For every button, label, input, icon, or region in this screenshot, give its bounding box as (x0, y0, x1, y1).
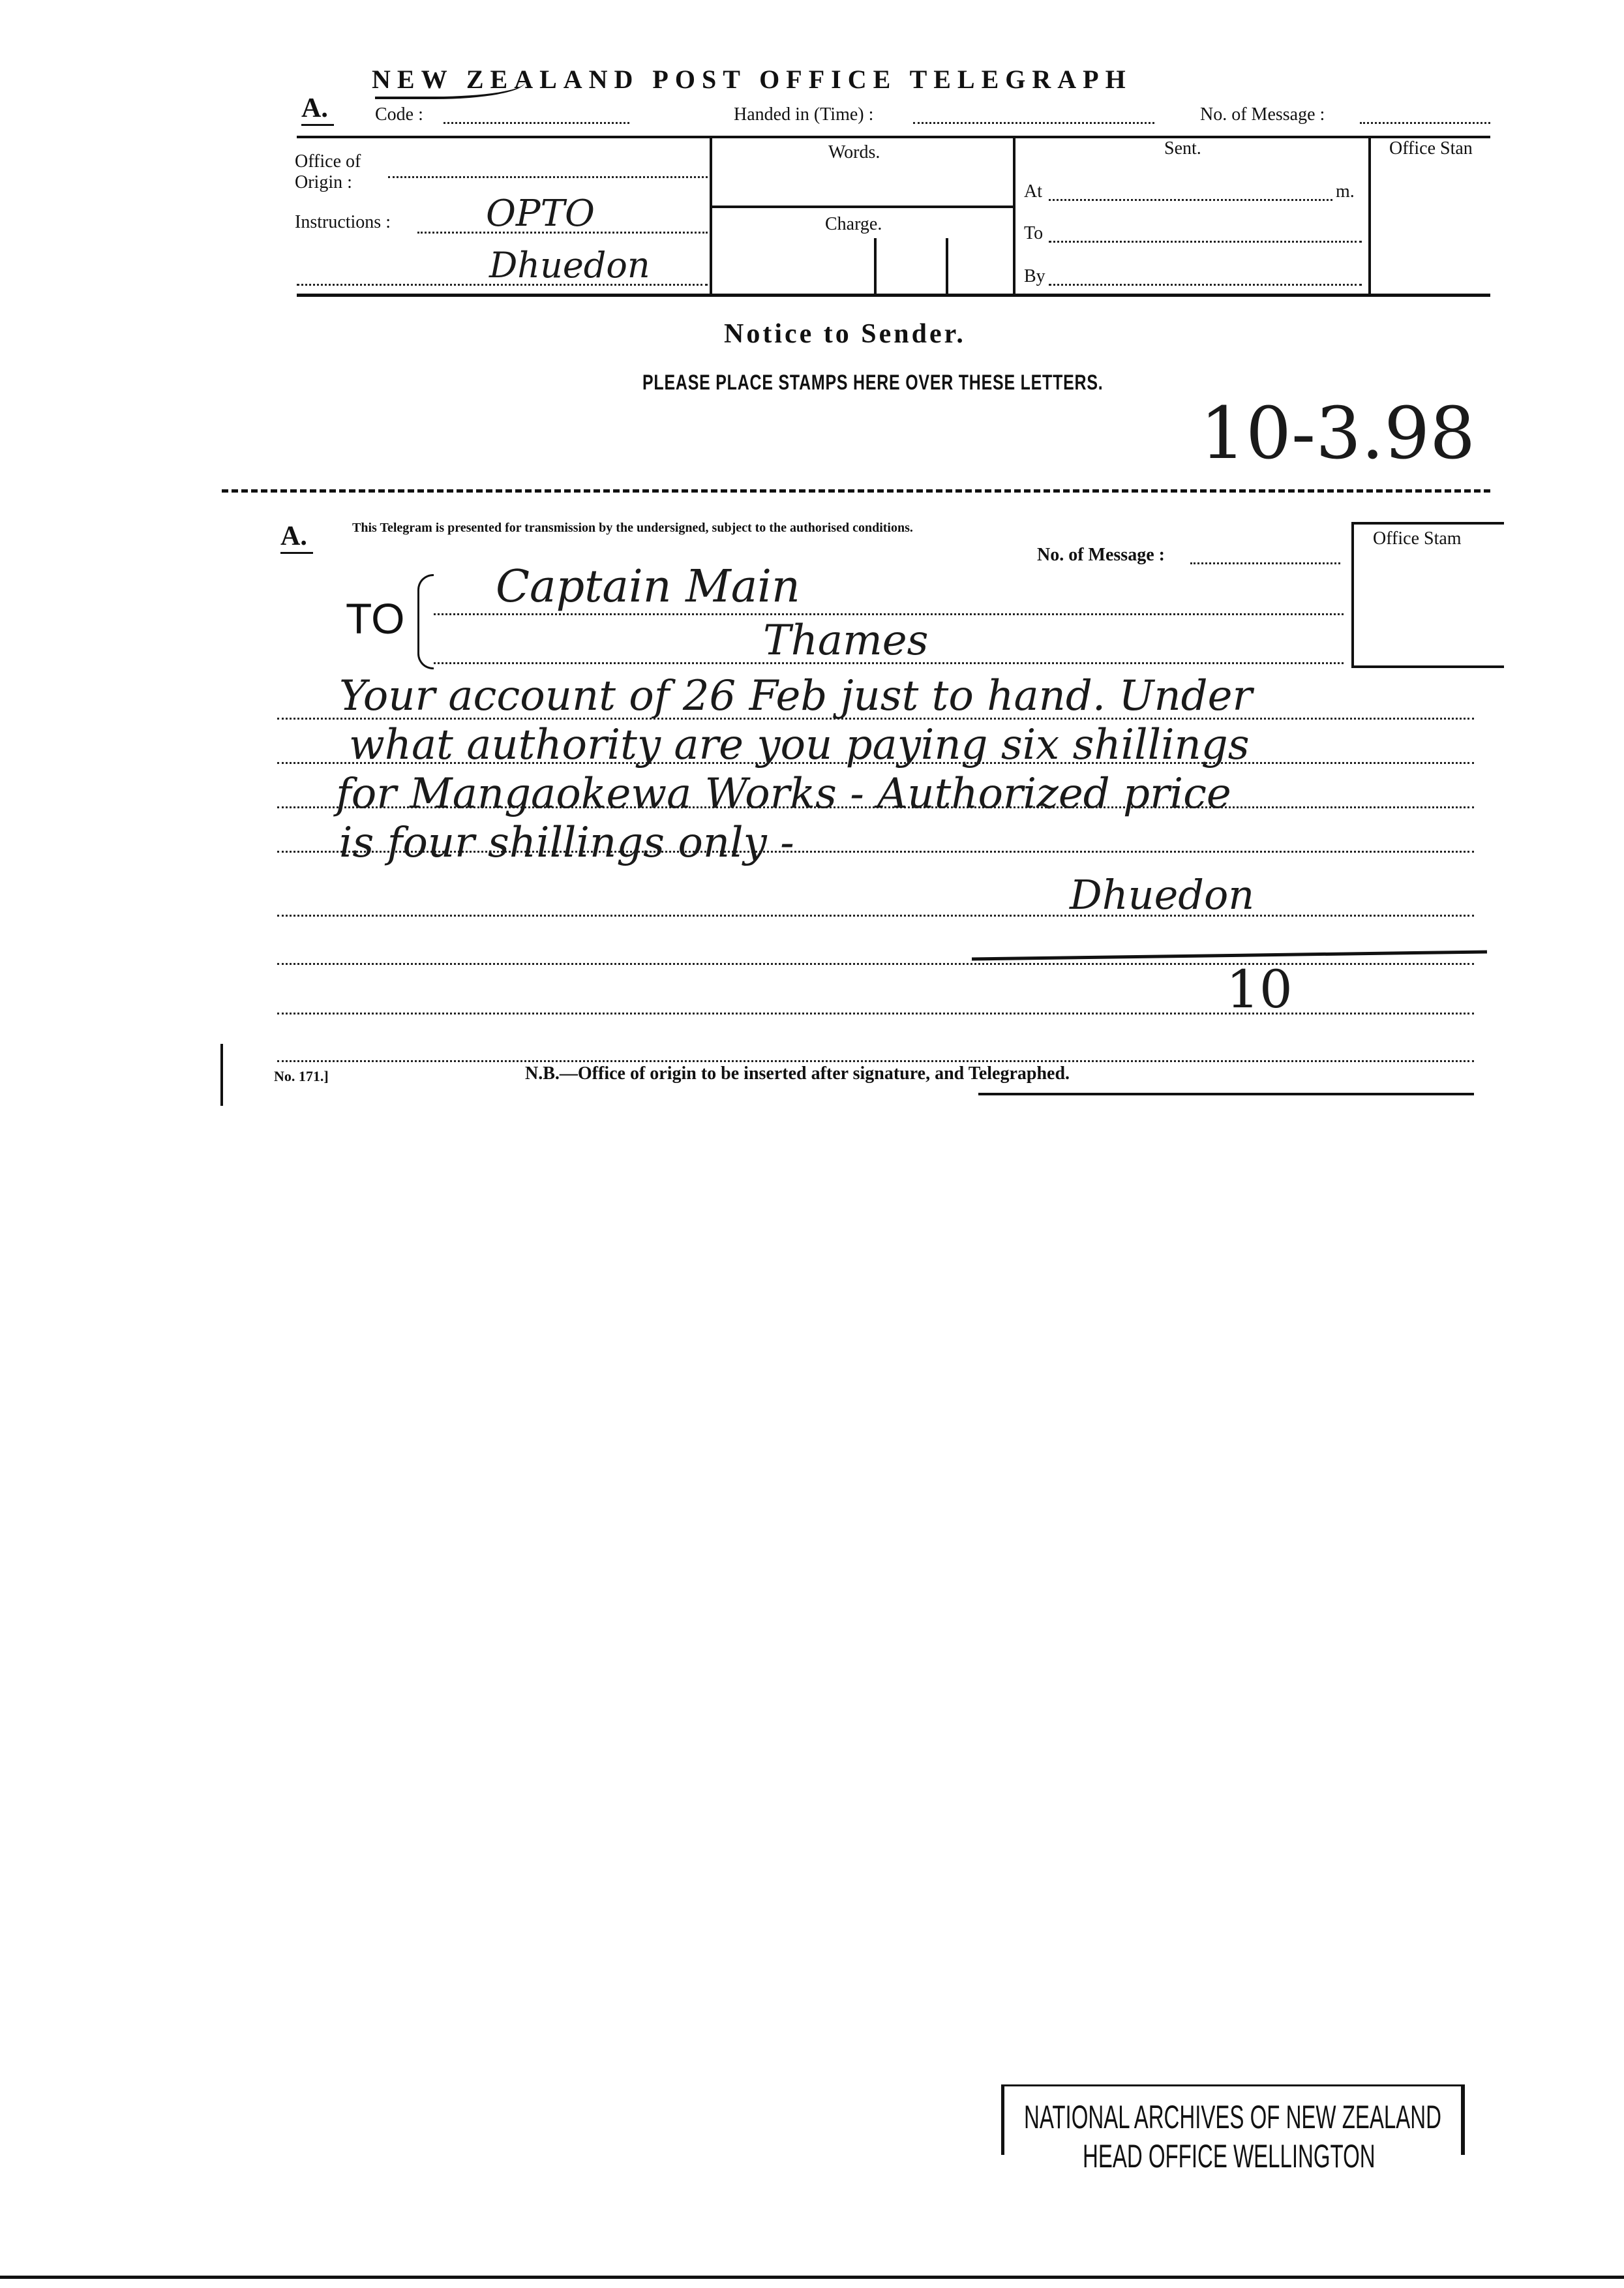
archive-stamp-line-2: HEAD OFFICE WELLINGTON (1083, 2138, 1376, 2174)
office-origin-field (388, 176, 708, 178)
footer-rule (978, 1093, 1474, 1095)
charge-col-2 (946, 238, 948, 295)
no-message-label-top: No. of Message : (1200, 104, 1325, 125)
no-message-label-lower: No. of Message : (1037, 545, 1165, 565)
at-label: At (1024, 181, 1042, 202)
top-form-top-border (297, 136, 1490, 138)
banner-swoosh (375, 70, 525, 99)
office-stamp-label-lower: Office Stam (1373, 528, 1462, 549)
section-mark-top: A. (301, 93, 328, 123)
at-field (1049, 199, 1332, 201)
message-line-4: is four shillings only - (339, 819, 794, 867)
instructions-label: Instructions : (295, 212, 391, 232)
message-rule-7 (277, 1013, 1474, 1014)
top-form-divider-3 (1368, 137, 1371, 295)
sent-label: Sent. (1164, 138, 1201, 159)
charge-label: Charge. (825, 214, 882, 234)
by-label: By (1024, 266, 1045, 286)
by-field (1049, 284, 1362, 286)
stamps-instruction: PLEASE PLACE STAMPS HERE OVER THESE LETTERS. (642, 371, 1104, 394)
to-label-lower: TO (346, 594, 405, 643)
office-stamp-label-top: Office Stan (1389, 138, 1473, 159)
charge-col-1 (874, 238, 877, 295)
top-form-divider-2 (1013, 137, 1015, 295)
words-charge-divider (711, 206, 1014, 208)
section-mark-lower-underline (280, 552, 313, 554)
top-form-divider-1 (710, 137, 712, 295)
signature-top: Dhuedon (489, 245, 650, 286)
instructions-value: OPTO (486, 192, 595, 235)
handed-in-field (913, 122, 1154, 124)
message-line-1: Your account of 26 Feb just to hand. Under (339, 672, 1253, 720)
word-count: 10 (1226, 959, 1293, 1020)
recipient-place: Thames (763, 617, 929, 665)
message-line-2: what authority are you paying six shillings (349, 721, 1250, 769)
left-margin-mark (220, 1044, 223, 1106)
to-bracket (417, 574, 434, 669)
no-message-field-lower (1190, 562, 1340, 564)
footnote: N.B.—Office of origin to be inserted after signature, and Telegraphed. (525, 1063, 1070, 1084)
bottom-edge-line (0, 2276, 1624, 2279)
code-label: Code : (375, 104, 423, 125)
code-field (444, 122, 629, 124)
no-message-field-top (1360, 122, 1490, 124)
top-form-bottom-border (297, 294, 1490, 297)
archive-stamp (1001, 2084, 1465, 2174)
perforation-line (222, 489, 1490, 493)
message-rule-5 (277, 915, 1474, 917)
recipient-name-line (434, 613, 1344, 615)
message-rule-6 (277, 963, 1474, 965)
office-origin-label: Office of Origin : (295, 151, 361, 192)
section-mark-lower: A. (280, 521, 307, 551)
handwritten-date: 10-3.98 (1200, 391, 1476, 475)
to-field-top (1049, 241, 1362, 243)
banner-title: NEW ZEALAND POST OFFICE TELEGRAPH (372, 65, 1132, 94)
recipient-name: Captain Main (496, 561, 800, 613)
handed-in-label: Handed in (Time) : (734, 104, 874, 125)
form-number: No. 171.] (274, 1068, 329, 1084)
archive-stamp-line-1: NATIONAL ARCHIVES OF NEW ZEALAND (1024, 2099, 1441, 2135)
m-label: m. (1336, 181, 1355, 202)
signature-lower: Dhuedon (1070, 871, 1255, 919)
message-rule-8 (277, 1060, 1474, 1062)
presented-text: This Telegram is presented for transmission by the undersigned, subject to the authorised conditions. (352, 521, 913, 535)
notice-title: Notice to Sender. (724, 319, 966, 349)
message-line-3: for Mangaokewa Works - Authorized price (336, 770, 1231, 818)
section-mark-underline (301, 124, 334, 126)
to-label-top: To (1024, 223, 1044, 243)
words-label: Words. (828, 142, 880, 162)
